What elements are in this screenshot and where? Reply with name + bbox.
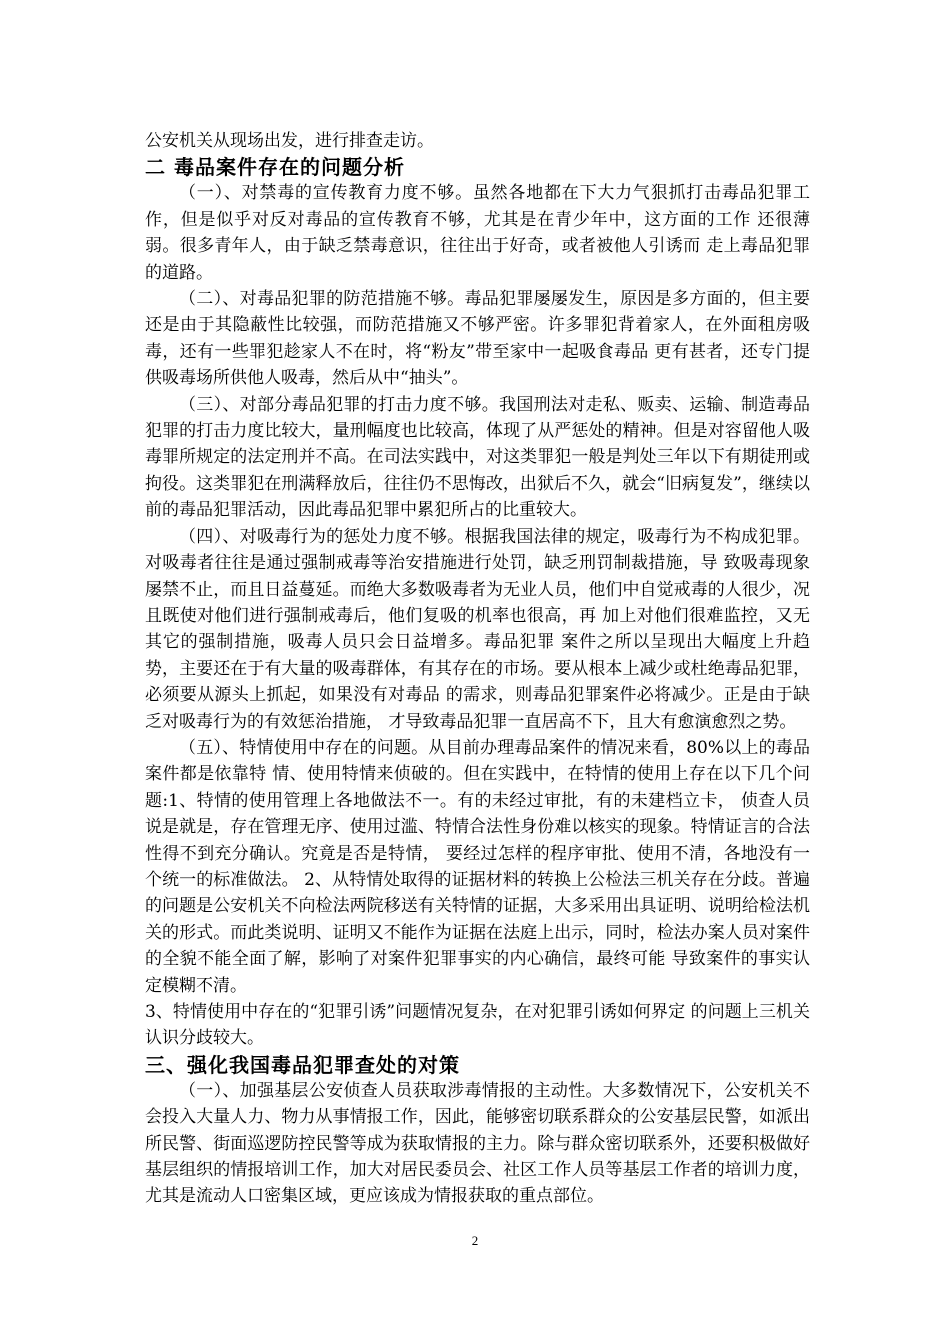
section-3-heading: 三、强化我国毒品犯罪查处的对策 bbox=[145, 1052, 460, 1077]
page-number: 2 bbox=[471, 1233, 479, 1248]
section-2-trailing-paragraph: 3、特情使用中存在的“犯罪引诱”问题情况复杂，在对犯罪引诱如何界定 的问题上三机关认识分歧较大。 bbox=[145, 1002, 810, 1049]
section-2-paragraph-5: （五）、特情使用中存在的问题。从目前办理毒品案件的情况来看，80%以上的毒品案件都是依靠特 情、使用特情来侦破的。但在实践中，在特情的使用上存在以下几个问题:1、特情的使用管理上各地做法不一。有的未经过审批，有的未建档立卡， 侦查人员说是就是，存在管理无序、使用过滥、特情合法性身份难以核实的现象。特情证言的合法性得不到充分确认。究竟是否是特情， 要经过怎样的程序审批、使用不清，各地没有一个统一的标准做法。 2、从特情处取得的证据材料的转换上公检法三机关存在分歧。普遍的问题是公安机关不向检法两院移送有关特情的证据，大多采用出具证明、说明给检法机关的形式。而此类说明、证明又不能作为证据在法庭上出示，同时，检法办案人员对案件的全貌不能全面了解，影响了对案件犯罪事实的内心确信，最终可能 导致案件的事实认定模糊不清。 bbox=[145, 737, 810, 996]
section-2-paragraph-4: （四）、对吸毒行为的惩处力度不够。根据我国法律的规定，吸毒行为不构成犯罪。对吸毒者往往是通过强制戒毒等治安措施进行处罚，缺乏刑罚制裁措施，导 致吸毒现象屡禁不止，而且日益蔓延。而绝大多数吸毒者为无业人员，他们中自觉戒毒的人很少，况且既使对他们进行强制戒毒后，他们复吸的机率也很高，再 加上对他们很难监控，又无其它的强制措施，吸毒人员只会日益增多。毒品犯罪 案件之所以呈现出大幅度上升趋势，主要还在于有大量的吸毒群体，有其存在的市场。要从根本上减少或杜绝毒品犯罪，必须要从源头上抓起，如果没有对毒品 的需求，则毒品犯罪案件必将减少。正是由于缺乏对吸毒行为的有效惩治措施， 才导致毒品犯罪一直居高不下，且大有愈演愈烈之势。 bbox=[145, 526, 810, 732]
document-body bbox=[145, 128, 810, 1210]
section-2-paragraph-1: （一）、对禁毒的宣传教育力度不够。虽然各地都在下大力气狠抓打击毒品犯罪工作，但是似乎对反对毒品的宣传教育不够，尤其是在青少年中，这方面的工作 还很薄弱。很多青年人，由于缺乏禁毒意识，往往出于好奇，或者被他人引诱而 走上毒品犯罪的道路。 bbox=[145, 183, 810, 283]
section-2-heading: 二 毒品案件存在的问题分析 bbox=[145, 155, 405, 180]
section-2-paragraph-2: （二）、对毒品犯罪的防范措施不够。毒品犯罪屡屡发生，原因是多方面的，但主要还是由于其隐蔽性比较强，而防范措施又不够严密。许多罪犯背着家人，在外面租房吸毒，还有一些罪犯趁家人不在时，将“粉友”带至家中一起吸食毒品 更有甚者，还专门提供吸毒场所供他人吸毒，然后从中“抽头”。 bbox=[145, 289, 810, 389]
lead-paragraph: 公安机关从现场出发，进行排查走访。 bbox=[145, 131, 434, 151]
section-2-paragraph-3: （三）、对部分毒品犯罪的打击力度不够。我国刑法对走私、贩卖、运输、制造毒品犯罪的打击力度比较大，量刑幅度也比较高，体现了从严惩处的精神。但是对容留他人吸毒罪所规定的法定刑并不高。在司法实践中，对这类罪犯一般是判处三年以下有期徒刑或拘役。这类罪犯在刑满释放后，往往仍不思悔改，出狱后不久，就会“旧病复发”，继续以前的毒品犯罪活动，因此毒品犯罪中累犯所占的比重较大。 bbox=[145, 394, 810, 521]
section-3-paragraph-1: （一）、加强基层公安侦查人员获取涉毒情报的主动性。大多数情况下，公安机关不会投入大量人力、物力从事情报工作，因此，能够密切联系群众的公安基层民警，如派出所民警、街面巡逻防控民警等成为获取情报的主力。除与群众密切联系外，还要积极做好基层组织的情报培训工作，加大对居民委员会、社区工作人员等基层工作者的培训力度，尤其是流动人口密集区域，更应该成为情报获取的重点部位。 bbox=[145, 1080, 810, 1207]
